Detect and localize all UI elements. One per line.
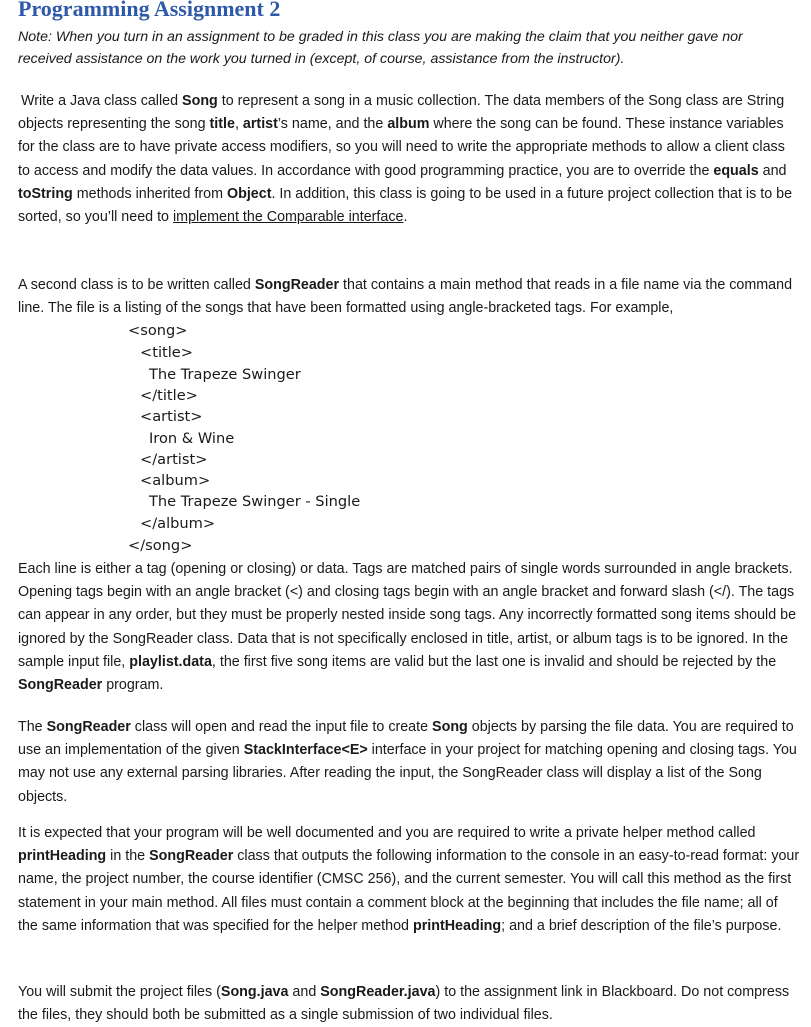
paragraph-parsing: The SongReader class will open and read the input file to create Song objects by parsing the file data. You are required to use an implementation of the given StackInterface<E> interface in your project for matching opening and closing tags. You may not use any external parsing libraries. After reading the input, the SongReader class will display a list of the Song objects. xyxy=(18,719,797,805)
paragraph-tag-rules: Each line is either a tag (opening or closing) or data. Tags are matched pairs of single words surrounded in angle brackets. Opening tags begin with an angle bracket (<) and closing tags begin with an angle bracket and forward slash (</). The tags can appear in any order, but they must be properly nested inside song tags. Any incorrectly formatted song items should be ignored by the SongReader class. Data that is not specifically enclosed in title, artist, or album tags is to be ignored. In the sample input file, playlist.data, the first five song items are valid but the last one is invalid and should be rejected by the SongReader program. xyxy=(18,561,797,694)
code-album-open: <album> xyxy=(140,472,211,489)
page-title: Programming Assignment 2 xyxy=(18,0,281,21)
code-artist-open: <artist> xyxy=(140,408,203,425)
comparable-interface-link: implement the Comparable interface xyxy=(172,209,404,226)
code-artist-close: </artist> xyxy=(140,451,208,468)
honesty-note: Note: When you turn in an assignment to be graded in this class you are making the claim that you neither gave nor received assistance on the work you turned in (except, of course, assistance from the instructor). xyxy=(18,29,743,67)
code-song-close: </song> xyxy=(128,537,193,554)
paragraph-documentation: It is expected that your program will be well documented and you are required to write a private helper method called printHeading in the SongReader class that outputs the following information to the console in an easy-to-read format: your name, the project number, the course identifier (CMSC 256), and the current semester. You will call this method as the first statement in your main method. All files must contain a comment block at the beginning that includes the file name; all of the same information that was specified for the helper method printHeading; and a brief description of the file’s purpose. xyxy=(18,825,800,934)
code-title-open: <title> xyxy=(140,344,193,361)
code-title-value: The Trapeze Swinger xyxy=(149,366,301,383)
code-album-value: The Trapeze Swinger - Single xyxy=(149,493,361,510)
code-album-close: </album> xyxy=(140,515,216,532)
code-artist-value: Iron & Wine xyxy=(149,430,235,447)
paragraph-song-class: Write a Java class called Song to represent a song in a music collection. The data members of the Song class are String objects representing the song title, artist’s name, and the album where the song can be found. These instance variables for the class are to have private access modifiers, so you will need to write the appropriate methods to allow a client class to access and modify the data values. In accordance with good programming practice, you are to override the equals and toString methods inherited from Object. In addition, this class is going to be used in a future project collection that is to be sorted, so you’ll need to implement the Comparable interface. xyxy=(18,93,793,226)
paragraph-songreader-intro: A second class is to be written called SongReader that contains a main method that reads in a file name via the command line. The file is a listing of the songs that have been formatted using angle-bracketed tags. For example, xyxy=(18,277,793,317)
code-title-close: </title> xyxy=(140,387,198,404)
paragraph-submission: You will submit the project files (Song.java and SongReader.java) to the assignment link in Blackboard. Do not compress the files, they should both be submitted as a single submission of two individual files. xyxy=(18,984,790,1024)
code-song-open: <song> xyxy=(128,322,188,339)
